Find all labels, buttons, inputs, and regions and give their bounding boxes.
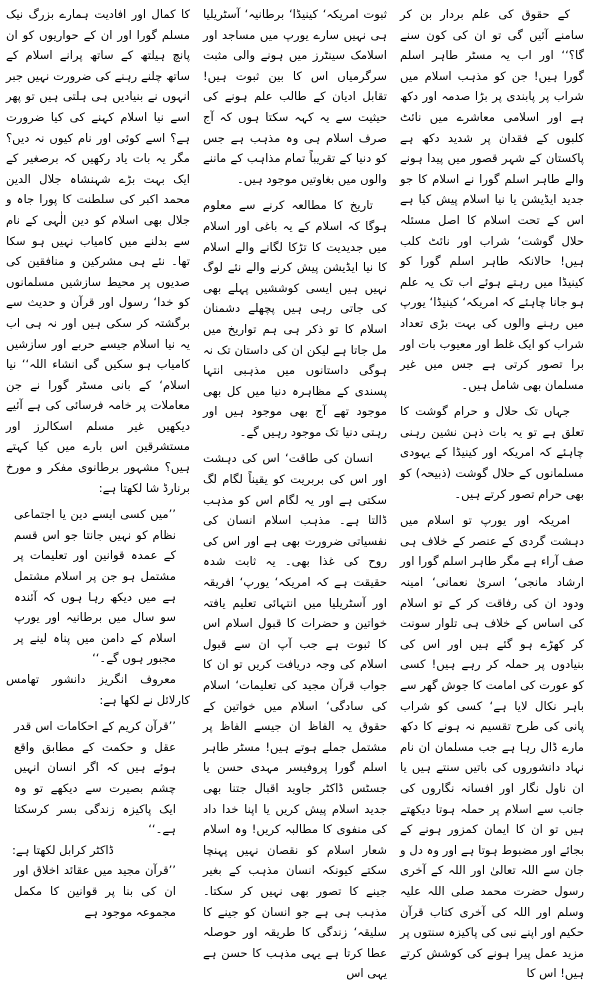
text-column-middle: [203, 4, 387, 981]
block-quote: ’’قرآن کریم کے احکامات اس قدر عقل و حکمت کے مطابق واقع ہوئے ہیں کہ اگر انسان انہیں چشم بصیرت سے دیکھے تو وہ ایک پاکیزہ زندگی بسر کرسکتا ہے۔‘‘: [14, 719, 176, 837]
column-paragraph: کے حقوق کی علم بردار بن کر سامنے آئیں گی تو ان کی کون سنے گا؟‘‘ اور اب یہ مسٹر طاہر اسلم گورا ہیں! جن کو مذہب اسلام میں شراب پر پابندی پر بڑا صدمہ اور دکھ ہے اور اسلامی معاشرے میں نائٹ کلبوں کے فقدان پر شدید دکھ ہے پاکستان کے شہر قصور میں پیدا ہونے والے طاہر اسلم گورا نے اسلام کا جو جدید ایڈیشن یا نیا اسلام پیش کیا ہے اس کے تحت اسلام کا اصل مسئلہ حلال گوشت‘ شراب اور نائٹ کلب ہیں! حالانکہ طاہر اسلم گورا کو کینیڈا میں رہتے ہوئے اب تک یہ علم ہو جانا چاہئے کہ امریکہ‘ کینیڈا‘ یورپ میں رہنے والوں کی بہت بڑی تعداد شراب کو ایک غلط اور معیوب بات اور برا تصور کرتی ہے جس میں غیر مسلمان بھی شامل ہیں۔: [400, 7, 584, 392]
block-quote: ’’قرآن مجید میں عقائد اخلاق اور ان کی بنا پر قوانین کا مکمل مجموعہ موجود ہے: [14, 863, 176, 919]
column-paragraph: کا کمال اور افادیت ہمارے بزرگ نیک مسلم گورا اور ان کے حواریوں کو ان پانچ ہیلتھ کے ساتھ پرانے اسلام کے ساتھ چلنے رہنے کی ضرورت نہیں جبر انہوں نے بنیادیں ہی ہلتی ہیں تو پھر اسے نیا اسلام کہنے کی کیا ضرورت ہے؟ اسے کوئی اور نام کیوں نہ دیں؟ مگر یہ بات یاد رکھیں کہ برصغیر کے ایک بہت بڑے شہنشاہ جلال الدین محمد اکبر کی سلطنت کا پورا جاہ و جلال بھی اسلام کو دین الٰہی کے نام سے بدلنے میں کامیاب نہیں ہو سکا تھا۔ نئے ہی مشرکین و منافقین کی صدیوں پر محیط سازشیں مسلمانوں کو خدا‘ رسول اور قرآن و حدیث سے برگشتہ کر سکی ہیں اور نہ ہی اب یہ نیا اسلام جیسے حربے اور سازشیں کامیاب ہو سکیں گی انشاء اللہ‘‘ نیا اسلام‘ کے بانی مسٹر گورا نے جن معاملات پر خامہ فرسائی کی ہے آئیے دیکھیں غیر مسلم اسکالرز اور مستشرقین اس بارے میں کیا کہتے ہیں؟ مشہور برطانوی مفکر و مورخ برنارڈ شا لکھتا ہے:: [6, 7, 190, 495]
text-column-right: [400, 4, 584, 981]
column-paragraph: معروف انگریز دانشور تھامس کارلائل نے لکھا ہے:: [6, 672, 190, 707]
column-paragraph: انسان کی طاقت‘ اس کی دہشت اور اس کی بربریت کو یقیناً لگام لگ سکتی ہے اور یہ لگام اس کو مذہب ڈالتا ہے۔ مذہب اسلام انسان کی نفسیاتی ضرورت بھی ہے اور اس کی روح کی غذا بھی۔ یہ ثابت شدہ حقیقت ہے کہ امریکہ‘ یورپ‘ افریقہ اور آسٹریلیا میں انتہائی تعلیم یافتہ خواتین و حضرات کا قبول اسلام اس کا ثبوت ہے جب آپ ان سے قبول اسلام کی وجہ دریافت کریں تو ان کا جواب قرآن مجید کی تعلیمات‘ اسلام کی سادگی‘ اسلام میں خواتین کے حقوق یہ الفاظ ان جیسے الفاظ پر مشتمل جملے ہوتے ہیں! مسٹر طاہر اسلم گورا پروفیسر مہدی حسن یا جسٹس ڈاکٹر جاوید اقبال جتنا بھی جدید اسلام پیش کریں یا اپنا خدا داد کی منفوی کا مطالبہ کریں! وہ اسلام شعار اسلام کو نقصان نہیں پہنچا سکتے کیونکہ انسان مذہب کے بغیر جینے کا تصور بھی نہیں کر سکتا۔ مذہب ہی ہے جو انسان کو جینے کا سلیقہ‘ زندگی کا طریقہ اور حوصلہ عطا کرتا ہے یہی مذہب کا حسن ہے یہی اس: [203, 451, 387, 981]
column-paragraph: جہاں تک حلال و حرام گوشت کا تعلق ہے تو یہ بات ذہن نشین رہنی چاہئے کہ امریکہ اور کینیڈا کے یہودی مسلمانوں کے حلال گوشت (ذبیحہ) کو بھی حرام تصور کرتے ہیں۔: [400, 404, 584, 501]
column-paragraph: تاریخ کا مطالعہ کرنے سے معلوم ہوگا کہ اسلام کے یہ باغی اور اسلام میں جدیدیت کا تڑکا لگانے والے اسلام کا نیا ایڈیشن پیش کرنے والے نئے لوگ نہیں ہیں ایسی کوششیں پہلے بھی کی جاتی رہی ہیں پچھلے دشمنان اسلام کا تو ذکر ہی ہم تواریخ میں مل جاتا ہے لیکن ان کی داستان تک نہ ہوگی داستانوں میں مذہبی انتہا پسندی کے مظاہرہ دنیا میں کل بھی موجود تھے آج بھی موجود ہیں اور رہتی دنیا تک موجود رہیں گے۔: [203, 198, 387, 439]
column-paragraph: امریکہ اور یورپ تو اسلام میں دہشت گردی کے عنصر کے خلاف ہی صف آراء ہے مگر طاہر اسلم گورا اور ارشاد مانجی‘ اسریٰ نعمانی‘ امینہ ودود ان کی رفاقت کر کے تو اسلام کی اساس کے خلاف ہی تلوار سونت کر کھڑے ہو گئے ہیں اور اس کی بنیادوں پر حملہ کر رہے ہیں! کسی کو عورت کی امامت کا جوش گھر سے باہر نکال لایا ہے‘ کسی کو شراب پانی کی طرح تقسیم نہ ہونے کا دکھ مارے ڈال رہا ہے جب مسلمان ان نام نہاد دانشوروں کی باتیں سنتے ہیں یا ان ناول نگار اور افسانہ نگاروں کی جانب سے اسلام پر حملہ ہوتا دیکھتے ہیں تو ان کا ایمان کمزور ہونے کے بجائے اور مضبوط ہوتا ہے اور وہ دل و جان سے اللہ تعالیٰ اور اللہ کے آخری رسول حضرت محمد صلی اللہ علیہ وسلم اور اللہ کی آخری کتاب قرآن حکیم اور اپنے نبی کی پاکیزہ سنتوں پر مزید عمل پیرا ہونے کی کوشش کرتے ہیں! اس کا: [400, 513, 584, 981]
quote-attribution: ڈاکٹر کرابل لکھتا ہے:: [12, 842, 114, 857]
text-column-left: [6, 4, 190, 919]
column-paragraph: ثبوت امریکہ‘ کینیڈا‘ برطانیہ‘ آسٹریلیا ہی نہیں سارے یورپ میں مساجد اور اسلامک سینٹرز میں ہونے والی مثبت سرگرمیاں اس کا بین ثبوت ہیں! تقابل ادیان کے طالب علم ہونے کی حیثیت سے یہ کہہ سکتا ہوں کہ آج صرف اسلام ہی وہ مذہب ہے جس کو دنیا کے تقریباً تمام مذاہب کے ماننے والوں میں بغاوتیں موجود ہیں۔: [203, 7, 387, 186]
block-quote: ’’میں کسی ایسے دین یا اجتماعی نظام کو نہیں جانتا جو اس قسم کے عمدہ قوانین اور تعلیمات پر مشتمل ہو جن پر اسلام مشتمل ہے میں دیکھ رہا ہوں کہ آئندہ سو سال میں برطانیہ اور یورپ اسلام کے دامن میں پناہ لینے پر مجبور ہوں گے۔‘‘: [14, 507, 176, 666]
